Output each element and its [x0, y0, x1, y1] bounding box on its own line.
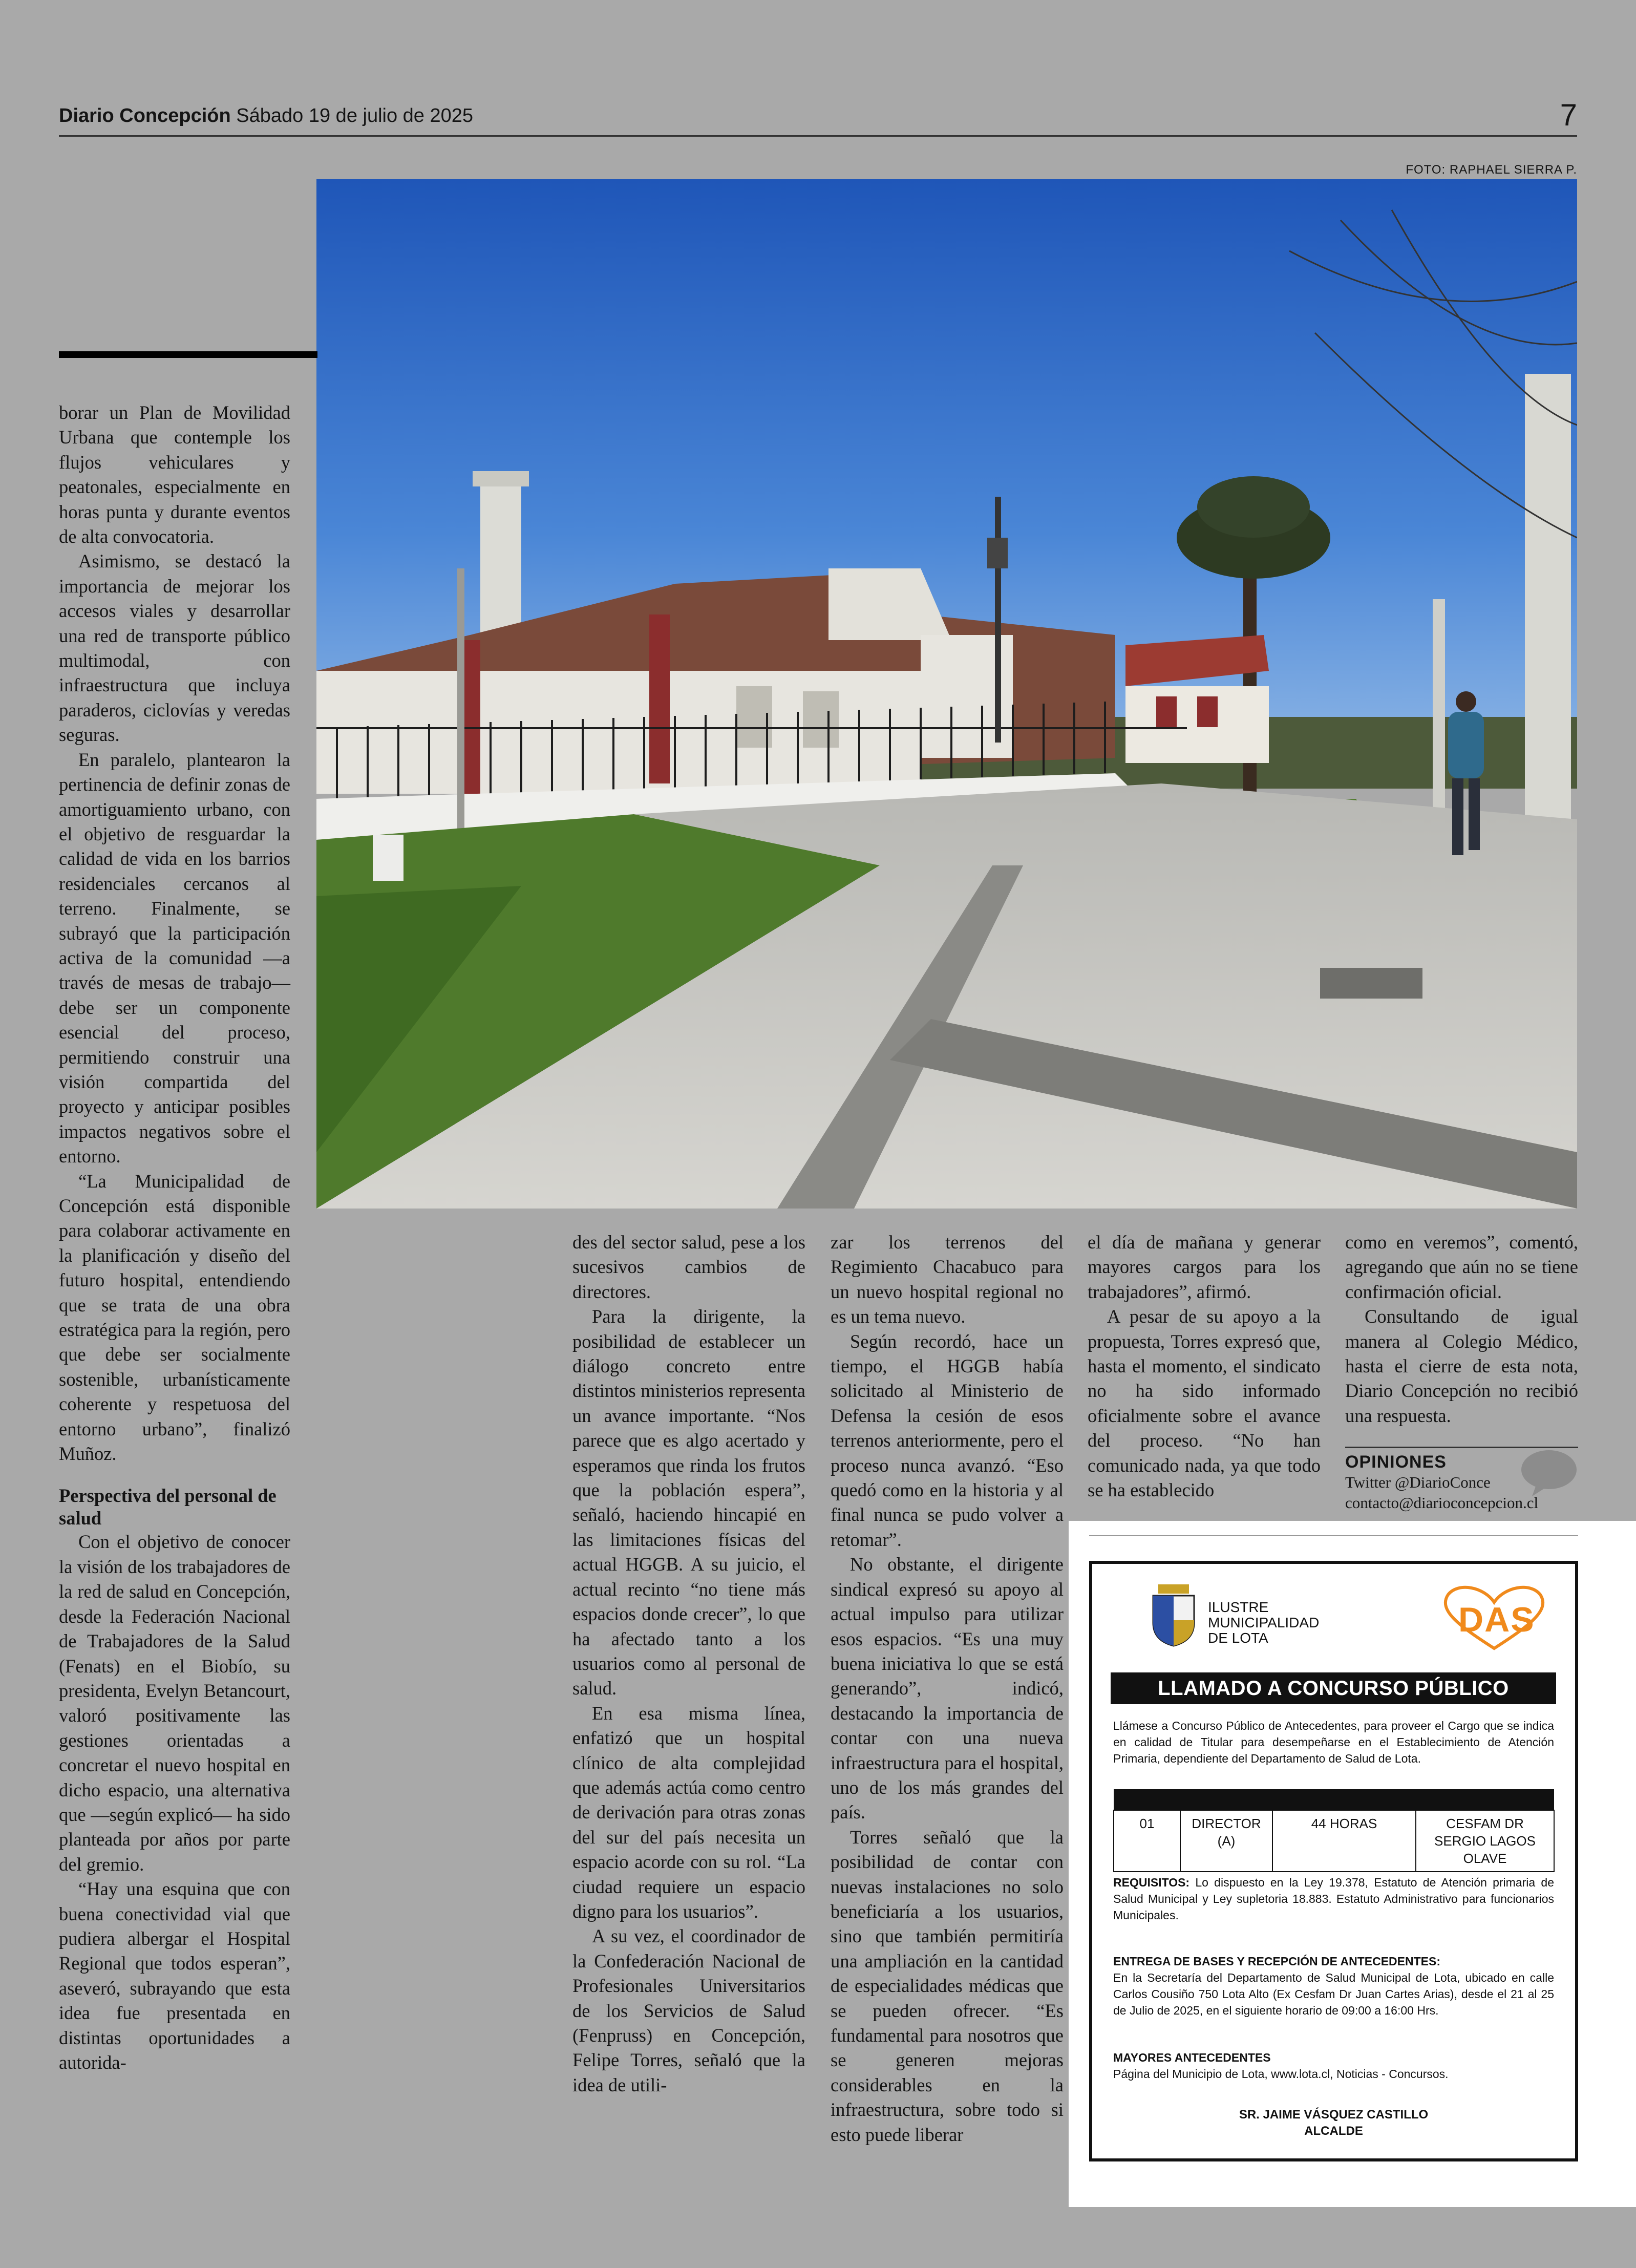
paragraph: Para la dirigente, la posibilidad de establecer un diálogo concreto entre distintos ministerios representa un avance importante. “Nos parece que es algo acertado y esperamos que rinda los frutos que la población espera”, señaló, haciendo hincapié en las limitaciones físicas del actual HGGB. A su juicio, el actual recinto “no tiene más espacios donde crecer”, lo que ha afectado tanto a los usuarios como al personal de salud.: [572, 1306, 805, 1699]
municipality-name: ILUSTRE MUNICIPALIDAD DE LOTA: [1208, 1599, 1320, 1646]
page-header: [59, 105, 473, 127]
paragraph: A su vez, el coordinador de la Confederación Nacional de Profesionales Universitarios de los Servicios de Salud (Fenpruss) en Concepción, Felipe Torres, señaló que la idea de utili-: [572, 1925, 805, 2095]
paragraph: Con el objetivo de conocer la visión de los trabajadores de la red de salud en Concepción, desde la Federación Nacional de Trabajadores de la Salud (Fenats) en el Biobío, su presidenta, Evelyn Betancourt, valoró positivamente las gestiones orientadas a concretar el nuevo hospital en dicho espacio, una alternativa que —según explicó— ha sido planteada por años por parte del gremio.: [59, 1531, 290, 1875]
photo-illustration: [316, 179, 1577, 1209]
das-logo: [1438, 1584, 1550, 1651]
ad-more-info: MAYORES ANTECEDENTES Página del Municipio de Lota, www.lota.cl, Noticias - Concursos.: [1113, 2051, 1449, 2081]
paragraph: el día de mañana y generar mayores cargos para los trabajadores”, afirmó.: [1088, 1232, 1321, 1302]
article-column-3: [831, 1230, 1064, 2147]
section-rule: [59, 351, 317, 358]
ad-signature: SR. JAIME VÁSQUEZ CASTILLO ALCALDE: [1239, 2108, 1429, 2138]
ad-title: LLAMADO A CONCURSO PÚBLICO: [1111, 1672, 1556, 1704]
ad-delivery: ENTREGA DE BASES Y RECEPCIÓN DE ANTECEDENTES: En la Secretaría del Departamento de Salud Municipal de Lota, ubicado en calle Carlos Cousiño 750 Lota Alto (Ex Cesfam Dr Juan Cartes Arias), desde el 21 al 25 de Julio de 2025, en el siguiente horario de 09:00 a 16:00 Hrs.: [1113, 1955, 1554, 2017]
paragraph: borar un Plan de Movilidad Urbana que contemple los flujos vehiculares y peatonales, especialmente en horas punta y durante eventos de alta convocatoria.: [59, 402, 290, 547]
table-header: [1114, 1789, 1554, 1810]
paragraph: Consultando de igual manera al Colegio Médico, hasta el cierre de esta nota, Diario Concepción no recibió una respuesta.: [1345, 1306, 1578, 1426]
paragraph: “La Municipalidad de Concepción está disponible para colaborar activamente en la planificación y diseño del futuro hospital, entendiendo que se trata de una obra estratégica para la región, pero que debe ser socialmente sostenible, urbanísticamente coherente y respetuosa del entorno urbano”, finalizó Muñoz.: [59, 1170, 290, 1465]
article-column-2: [572, 1230, 805, 2097]
article-column-5: [1345, 1230, 1578, 1428]
ad-intro: Llámese a Concurso Público de Antecedentes, para proveer el Cargo que se indica en calidad de Titular para desempeñarse en el Establecimiento de Atención Primaria, dependiente del Departamento de Salud de Lota.: [1113, 1719, 1554, 1765]
paragraph: des del sector salud, pese a los sucesivos cambios de directores.: [572, 1232, 805, 1302]
paragraph: Según recordó, hace un tiempo, el HGGB había solicitado al Ministerio de Defensa la cesión de esos terrenos anteriormente, pero el proceso nunca avanzó. “Eso quedó como en la historia y al final nunca se pudo volver a retomar”.: [831, 1330, 1064, 1550]
ad-top-rule: [1089, 1535, 1578, 1536]
paragraph: No obstante, el dirigente sindical expresó su apoyo al actual impulso para utilizar esos espacios. “Es una muy buena iniciativa lo que se está generando”, indicó, destacando la importancia de contar con una nueva infraestructura para el hospital, uno de los más grandes del país.: [831, 1554, 1064, 1823]
das-logo-text: DAS: [1458, 1600, 1535, 1639]
position-table: [1113, 1789, 1555, 1872]
paragraph: como en veremos”, comentó, agregando que aún no se tiene confirmación oficial.: [1345, 1232, 1578, 1302]
opinions-email[interactable]: contacto@diarioconcepcion.cl: [1345, 1494, 1539, 1512]
subheading: Perspectiva del personal de salud: [59, 1485, 277, 1529]
paragraph: zar los terrenos del Regimiento Chacabuco para un nuevo hospital regional no es un tema nuevo.: [831, 1232, 1064, 1327]
paragraph: En esa misma línea, enfatizó que un hospital clínico de alta complejidad que además actúa como centro de derivación para otras zonas del sur del país necesita un espacio acorde con su rol. “La ciudad requiere un espacio digno para los usuarios”.: [572, 1702, 805, 1922]
table-cell: 44 HORAS: [1272, 1810, 1416, 1872]
paragraph: “Hay una esquina que con buena conectividad vial que pudiera albergar el Hospital Regional que todos esperan”, aseveró, subrayando que esta idea fue presentada en distintas oportunidades a autorida-: [59, 1878, 290, 2073]
ad-requirements: REQUISITOS: Lo dispuesto en la Ley 19.378, Estatuto de Atención primaria de Salud Municipal y Ley supletoria 18.883. Estatuto Administrativo para funcionarios Municipales.: [1113, 1876, 1555, 1922]
article-column-1: [59, 400, 290, 2075]
lota-crest-icon: [1151, 1584, 1197, 1647]
opinions-twitter[interactable]: Twitter @DiarioConce: [1345, 1473, 1491, 1491]
public-contest-ad: [1089, 1561, 1578, 2161]
article-photo: [316, 179, 1577, 1209]
table-row: [1114, 1810, 1554, 1872]
page-number: 7: [1560, 98, 1577, 132]
header-rule: [59, 135, 1577, 137]
publication-name: Diario Concepción: [59, 105, 231, 126]
opinions-title: OPINIONES: [1345, 1452, 1447, 1472]
paragraph: En paralelo, plantearon la pertinencia de definir zonas de amortiguamiento urbano, con el objetivo de resguardar la calidad de vida en los barrios residenciales cercanos al terreno. Finalmente, se subrayó que la participación activa de la comunidad —a través de mesas de trabajo— debe ser un componente esencial del proceso, permitiendo construir una visión compartida del proyecto y anticipar posibles impactos negativos sobre el entorno.: [59, 749, 290, 1167]
table-cell: CESFAM DR SERGIO LAGOS OLAVE: [1416, 1810, 1554, 1872]
paragraph: A pesar de su apoyo a la propuesta, Torres expresó que, hasta el momento, el sindicato no ha sido informado oficialmente sobre el avance del proceso. “No han comunicado nada, ya que todo se ha establecido: [1088, 1306, 1321, 1501]
table-cell: 01: [1114, 1810, 1180, 1872]
table-cell: DIRECTOR (A): [1180, 1810, 1272, 1872]
paragraph: Asimismo, se destacó la importancia de mejorar los accesos viales y desarrollar una red de transporte público multimodal, con infraestructura que incluya paraderos, ciclovías y veredas seguras.: [59, 550, 290, 746]
paragraph: Torres señaló que la posibilidad de contar con nuevas instalaciones no solo beneficiaría a los usuarios, sino que también permitiría una ampliación en la cantidad de especialidades médicas que se pueden ofrecer. “Es fundamental para nosotros que se generen mejoras considerables en la infraestructura, sobre todo si esto puede liberar: [831, 1826, 1064, 2145]
publication-date: Sábado 19 de julio de 2025: [236, 105, 474, 126]
article-column-4: [1088, 1230, 1321, 1502]
speech-bubble-icon: [1521, 1449, 1577, 1496]
photo-credit: FOTO: RAPHAEL SIERRA P.: [1406, 163, 1577, 177]
